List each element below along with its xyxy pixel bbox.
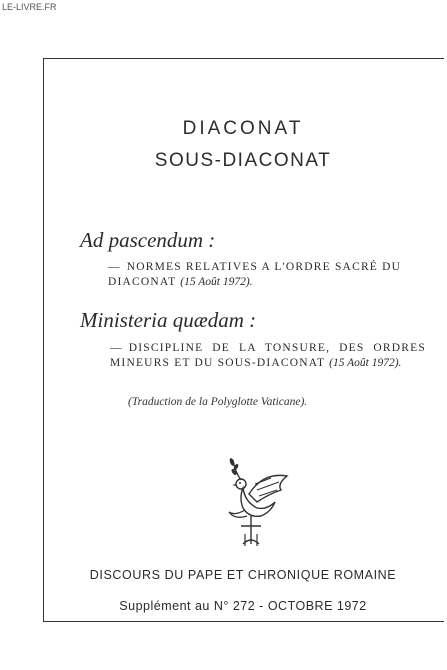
title-sous-diaconat: SOUS-DIACONAT [154,150,332,171]
footer-supplement: Supplément au N° 272 - OCTOBRE 1972 [119,599,367,613]
item-date: (15 Août 1972). [180,276,253,288]
title-diaconat: DIACONAT [182,118,304,139]
dove-with-olive-branch-icon [205,450,295,550]
item-text: DISCIPLINE DE LA TONSURE, DES ORDRES MINEURS ET DU SOUS-DIACONAT [110,342,426,369]
footer-publication: DISCOURS DU PAPE ET CHRONIQUE ROMAINE [89,568,397,582]
item-text: NORMES RELATIVES A L'ORDRE SACRÉ DU DIACONAT [108,261,402,288]
section-heading-ad-pascendum: Ad pascendum : [80,228,216,252]
section-item-discipline [110,341,426,371]
dash: — [108,261,121,273]
watermark: LE-LIVRE.FR [2,2,57,12]
section-heading-ministeria: Ministeria quædam : [80,308,257,332]
dash: — [110,342,123,354]
section-item-normes [108,260,428,290]
item-date: (15 Août 1972). [329,357,402,369]
translation-note: (Traduction de la Polyglotte Vaticane). [128,396,308,408]
